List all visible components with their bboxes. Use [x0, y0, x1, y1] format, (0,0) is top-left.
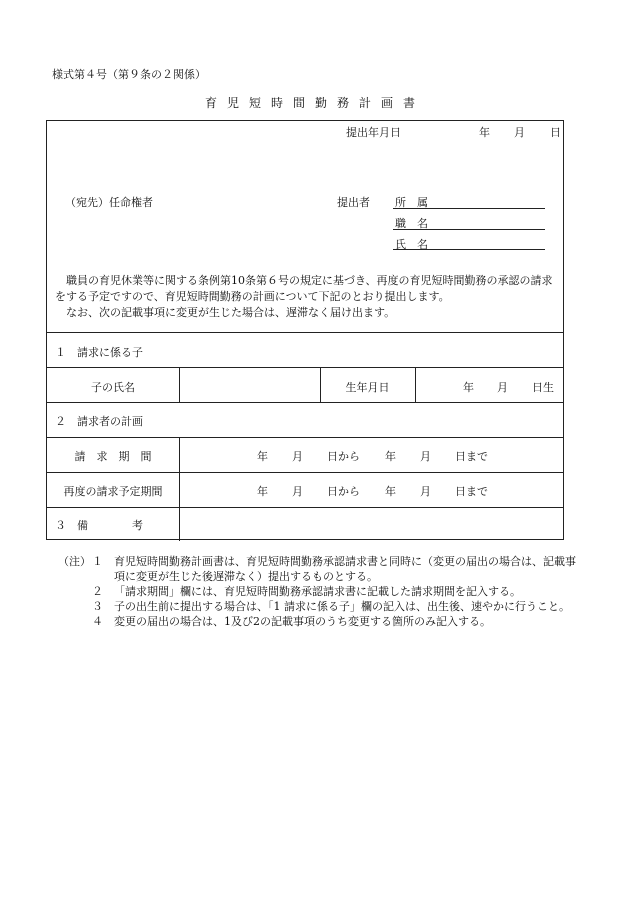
birth-date-label: 生年月日	[345, 381, 390, 394]
submission-date-label: 提出年月日	[346, 126, 401, 139]
affiliation-label: 所 属	[395, 196, 428, 209]
section2-heading: ２ 請求者の計画	[55, 415, 143, 428]
note-text: 子の出生前に提出する場合は、「1 請求に係る子」欄の記入は、出生後、速やかに行うこと。	[114, 600, 570, 613]
note-number: １	[92, 555, 103, 568]
notes-label: （注）	[58, 555, 91, 568]
request-period-label: 請 求 期 間	[74, 450, 152, 463]
birth-day: 日生	[532, 381, 554, 394]
reperiod-start-year: 年	[257, 485, 268, 498]
reperiod-end-year: 年	[385, 485, 396, 498]
section1-heading: １ 請求に係る子	[55, 346, 143, 359]
period-end-year: 年	[385, 450, 396, 463]
child-name-label: 子の氏名	[91, 381, 135, 394]
statement-line2: なお、次の記載事項に変更が生じた場合は、遅滞なく届け出ます。	[55, 306, 396, 319]
statement	[55, 273, 559, 321]
addressee: （宛先）任命権者	[65, 196, 153, 209]
notes	[58, 554, 578, 629]
note-item	[58, 614, 578, 629]
submitter-label: 提出者	[337, 196, 370, 209]
reperiod-start-from: 日から	[327, 485, 360, 498]
period-start-month: 月	[292, 450, 303, 463]
note-text: 変更の届出の場合は、1及び2の記載事項のうち変更する箇所のみ記入する。	[114, 615, 491, 628]
document-title: 育児短時間勤務計画書	[204, 96, 425, 110]
remarks-label: ３ 備 考	[55, 519, 143, 532]
affiliation-field[interactable]	[393, 208, 545, 209]
position-label: 職 名	[395, 217, 428, 230]
form-number: 様式第４号（第９条の２関係）	[52, 68, 206, 81]
submission-year: 年	[479, 126, 490, 139]
name-field[interactable]	[393, 249, 545, 250]
name-label: 氏 名	[395, 238, 428, 251]
birth-month: 月	[497, 381, 508, 394]
note-item	[58, 554, 578, 584]
re-request-period-label: 再度の請求予定期間	[63, 485, 163, 498]
statement-line1: 職員の育児休業等に関する条例第10条第６号の規定に基づき、再度の育児短時間勤務の承認の請求をする予定ですので、育児短時間勤務の計画について下記のとおり提出します。	[55, 274, 553, 303]
period-end-month: 月	[420, 450, 431, 463]
reperiod-end-month: 月	[420, 485, 431, 498]
birth-year: 年	[463, 381, 474, 394]
form-table	[46, 120, 564, 540]
submission-month: 月	[514, 126, 525, 139]
note-number: ２	[92, 585, 103, 598]
child-name-field[interactable]	[180, 368, 319, 401]
note-text: 「請求期間」欄には、育児短時間勤務承認請求書に記載した請求期間を記入する。	[114, 585, 521, 598]
note-item	[58, 599, 578, 614]
period-start-from: 日から	[327, 450, 360, 463]
period-start-year: 年	[257, 450, 268, 463]
position-field[interactable]	[393, 229, 545, 230]
note-text: 育児短時間勤務計画書は、育児短時間勤務承認請求書と同時に（変更の届出の場合は、記載事項に変更が生じた後遅滞なく）提出するものとする。	[114, 555, 576, 583]
note-number: ３	[92, 600, 103, 613]
submission-day: 日	[550, 126, 561, 139]
reperiod-start-month: 月	[292, 485, 303, 498]
remarks-field[interactable]	[180, 508, 563, 539]
note-number: ４	[92, 615, 103, 628]
note-item	[58, 584, 578, 599]
reperiod-end-until: 日まで	[455, 485, 488, 498]
period-end-until: 日まで	[455, 450, 488, 463]
